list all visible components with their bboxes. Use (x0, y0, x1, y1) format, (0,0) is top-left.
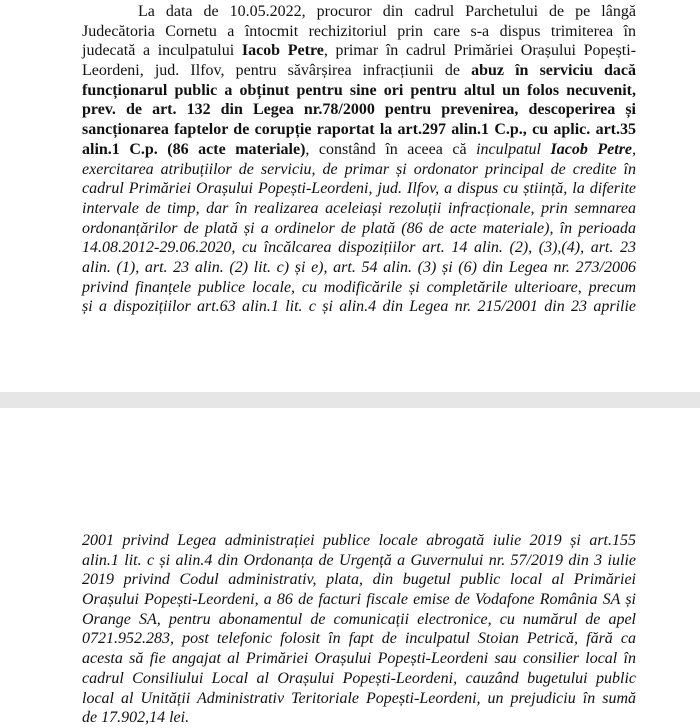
text-run: alin.1 C.p. (86 acte materiale) (82, 140, 306, 158)
text-run: , primar în cadrul Primăriei Orașului Popești- (323, 42, 637, 60)
text-line (82, 22, 636, 42)
text-run: Orașului Popești-Leordeni, a 86 de facturi fiscale emise de Vodafone România SA și (82, 591, 636, 609)
text-line (82, 258, 636, 278)
indictment-paragraph (82, 2, 636, 317)
text-run: sancționarea faptelor de corupție raportat la art.297 alin.1 C.p., cu aplic. art.35 (82, 121, 636, 139)
text-line (82, 708, 636, 728)
text-run: lângă (601, 3, 636, 20)
text-run: Iacob Petre (550, 140, 633, 158)
text-line (82, 41, 636, 61)
text-run: La (138, 3, 155, 20)
text-line (82, 61, 636, 81)
text-run: privind finanțele publice locale, cu modificările și completările ulterioare, precum (82, 278, 636, 296)
text-run: exercitarea atribuțiilor de serviciu, de primar și ordonator principal de credite în (82, 160, 636, 178)
text-line (82, 140, 636, 160)
text-run: data (165, 3, 193, 20)
text-line (82, 629, 636, 649)
text-line (82, 610, 636, 630)
text-run: , constând în aceea că (305, 140, 477, 158)
text-run: cadrul Consiliului Local al Orașului Popești-Leordeni, cauzând bugetului public (82, 669, 636, 687)
text-run: 2019 privind Codul administrativ, plata, din bugetul public local al Primăriei (82, 571, 636, 589)
text-run: Iacob Petre (241, 42, 324, 60)
text-run: abuz în serviciu dacă (471, 62, 637, 80)
text-run: alin.1 lit. c și alin.4 din Ordonanța de Urgență a Guvernului nr. 57/2019 din 3 iulie (82, 551, 636, 569)
text-line (82, 570, 636, 590)
page-separator (0, 392, 700, 408)
text-line (82, 81, 636, 101)
text-run: acesta să fie angajat al Primăriei Orașului Popești-Leordeni sau consilier local în (82, 650, 636, 668)
indictment-paragraph-continued (82, 531, 636, 728)
text-run: local al Unității Administrativ Teritoriale Popești-Leordeni, un prejudiciu în sumă (82, 689, 636, 707)
text-run: cadrul Primăriei Orașului Popești-Leordeni, jud. Ilfov, a dispus cu știință, la diferite (82, 180, 636, 198)
text-run: 0721.952.283, post telefonic folosit în fapt de inculpatul Stoian Petrică, fără ca (82, 630, 636, 648)
text-run: de (203, 3, 219, 20)
text-line (82, 160, 636, 180)
text-run: inculpatul (476, 140, 551, 158)
text-line (82, 297, 636, 317)
text-run: de (549, 3, 565, 20)
text-run: judecată a inculpatului (82, 42, 242, 60)
text-run: pe (575, 3, 591, 20)
text-run: Parchetului (465, 3, 539, 20)
text-run: 14.08.2012-29.06.2020, cu încălcarea dispozițiilor art. 14 alin. (2), (3),(4), art. 23 (82, 239, 636, 257)
text-run: Orange SA, pentru abonamentul de comunicații electronice, cu numărul de apel (82, 610, 636, 628)
text-run: 2001 privind Legea administrației publice locale abrogată iulie 2019 și art.155 (82, 532, 636, 549)
text-run: din (382, 3, 404, 20)
text-run: , (632, 140, 637, 158)
text-line (82, 179, 636, 199)
text-run: Leordeni, jud. Ilfov, pentru săvârșirea infracțiunii de (82, 62, 472, 80)
text-run: funcționarul public a obținut pentru sine ori pentru altul un folos necuvenit, (82, 81, 636, 99)
text-line (82, 2, 636, 22)
text-run: cadrul (414, 3, 455, 20)
text-line (82, 551, 636, 571)
text-line (82, 100, 636, 120)
text-line (82, 590, 636, 610)
text-run: procuror (316, 3, 372, 20)
text-line (82, 531, 636, 551)
text-run: intervale de timp, dar în realizarea aceleiași rezoluții infracționale, prin semnarea (82, 199, 636, 217)
text-line (82, 219, 636, 239)
text-run: și a dispozițiilor art.63 alin.1 lit. c și alin.4 din Legea nr. 215/2001 din 23 aprilie (82, 298, 636, 316)
text-line (82, 278, 636, 298)
text-run: prev. de art. 132 din Legea nr.78/2000 pentru prevenirea, descoperirea și (82, 101, 636, 119)
text-run: Judecătoria Cornetu a întocmit rechizitoriul prin care s-a dispus trimiterea în (82, 22, 636, 40)
text-run: 10.05.2022, (229, 3, 306, 20)
text-run: de 17.902,14 lei. (82, 709, 190, 727)
text-line (82, 669, 636, 689)
text-line (82, 199, 636, 219)
text-line (82, 120, 636, 140)
text-line (82, 689, 636, 709)
text-run: alin. (1), art. 23 alin. (2) lit. c) și e), art. 54 alin. (3) și (6) din Legea nr. 273/2006 (82, 258, 636, 276)
text-line (82, 649, 636, 669)
text-run: ordonanțărilor de plată și a ordinelor de plată (86 de acte materiale), în perioada (82, 219, 636, 237)
text-line (82, 238, 636, 258)
